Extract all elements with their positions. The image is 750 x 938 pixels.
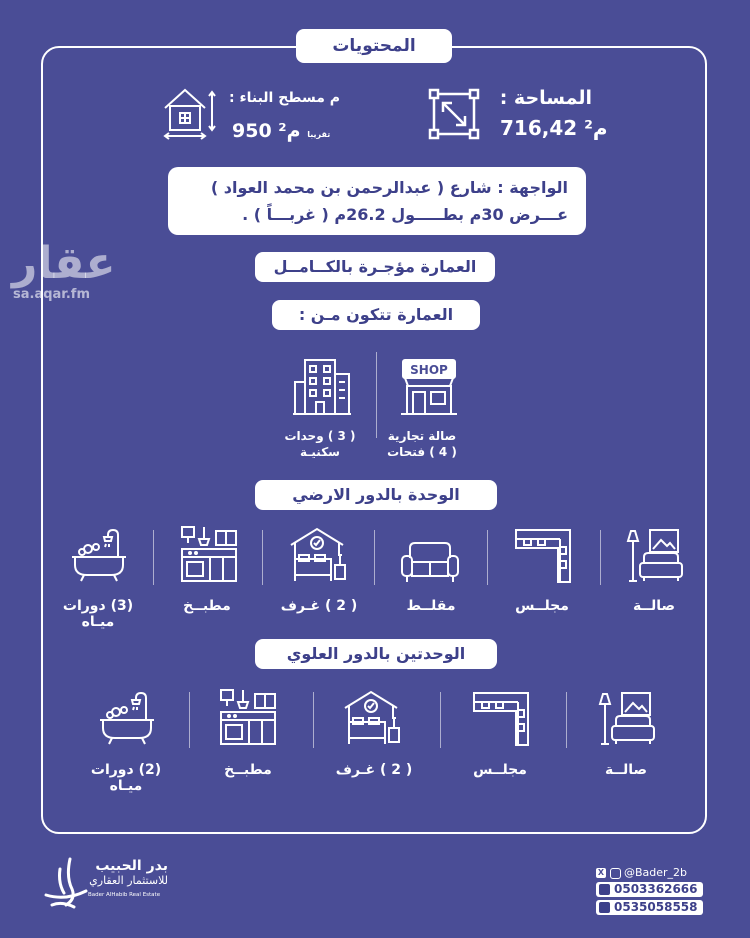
ground-divider-5 [153,530,154,585]
ground-divider-2 [487,530,488,585]
living-room-icon [598,690,656,748]
ground-divider-1 [600,530,601,585]
bathtub-icon [70,527,128,585]
logo-name: بدر الحبيب [95,858,168,874]
phone-icon [599,902,610,913]
area-label: المساحة : [499,87,592,109]
upper-divider-2 [440,692,441,748]
upper-room-label: مطبــخ [224,762,272,778]
ground-room-label: صالــة [632,598,676,614]
ground-room-label: مقلــط [406,598,456,614]
sofa-icon [400,540,460,586]
majlis-icon [514,527,572,585]
component-shop-label: صالة تجارية ( 4 ) فتحات [387,429,457,459]
logo-english: Bader AlHabib Real Estate [88,892,161,898]
svg-text:SHOP: SHOP [410,363,448,377]
building-area-value-row [232,120,330,142]
x-icon: X [597,868,605,877]
building-area-unit: م² [278,120,301,142]
phone-2[interactable]: 0535058558 [596,900,703,915]
bedroom-icon [343,688,403,748]
shop-icon [399,356,459,418]
logo-subtitle: للاستثمار العقاري [89,874,168,887]
upper-divider-1 [566,692,567,748]
ground-floor-title: الوحدة بالدور الارضي [255,480,497,510]
page-title: المحتويات [296,29,452,63]
ground-divider-4 [262,530,263,585]
area-measure-icon [428,88,480,140]
ground-divider-3 [374,530,375,585]
upper-bathroom-label: (2) دورات ميـاه [90,762,162,794]
building-area-label: م مسطح البناء : [228,90,340,106]
facade-line-2: عـــرض 30م بطـــــول 26.2م ( غربـــاً ) . [242,205,568,224]
upper-room-label: صالــة [604,762,648,778]
fully-rented-banner: العمارة مؤجـرة بالكــامــل [255,252,495,282]
apartment-building-icon [291,356,353,418]
upper-divider-3 [313,692,314,748]
upper-divider-4 [189,692,190,748]
kitchen-icon [180,525,238,585]
ground-bathroom-label: (3) دورات ميـاه [62,598,134,630]
ground-room-label: مطبــخ [183,598,231,614]
facade-line-1: الواجهة : شارع ( عبدالرحمن بن محمد العواد ) [210,178,568,197]
instagram-icon [610,868,621,879]
bathtub-icon [98,690,156,748]
building-area-value: 950 [232,120,272,142]
majlis-icon [472,690,530,748]
component-units-label: ( 3 ) وحدات سكنيـة [284,429,356,459]
ground-room-label: ( 2 ) غـرف [280,598,358,614]
components-divider [376,352,377,438]
living-room-icon [626,527,684,585]
area-unit: م² [584,116,608,140]
facade-box [168,167,586,235]
kitchen-icon [219,688,277,748]
calligraphy-logo-mark [40,855,90,915]
upper-room-label: مجلــس [473,762,527,778]
phone-1[interactable]: 0503362666 [596,882,703,897]
area-value: 716,42 [500,116,578,140]
house-dimensions-icon [157,82,219,142]
bedroom-icon [289,525,349,585]
building-area-note: تقريبا [307,130,331,139]
social-row [596,866,687,879]
phone-icon [599,884,610,895]
area-value-row [500,116,608,140]
ground-room-label: مجلــس [515,598,569,614]
watermark-brand: عقار [12,238,116,289]
building-consists-banner: العمارة تتكون مـن : [272,300,480,330]
upper-room-label: ( 2 ) غـرف [335,762,413,778]
watermark-url: sa.aqar.fm [13,287,90,302]
social-handle[interactable]: @Bader_2b [624,866,688,879]
upper-floor-title: الوحدتين بالدور العلوي [255,639,497,669]
